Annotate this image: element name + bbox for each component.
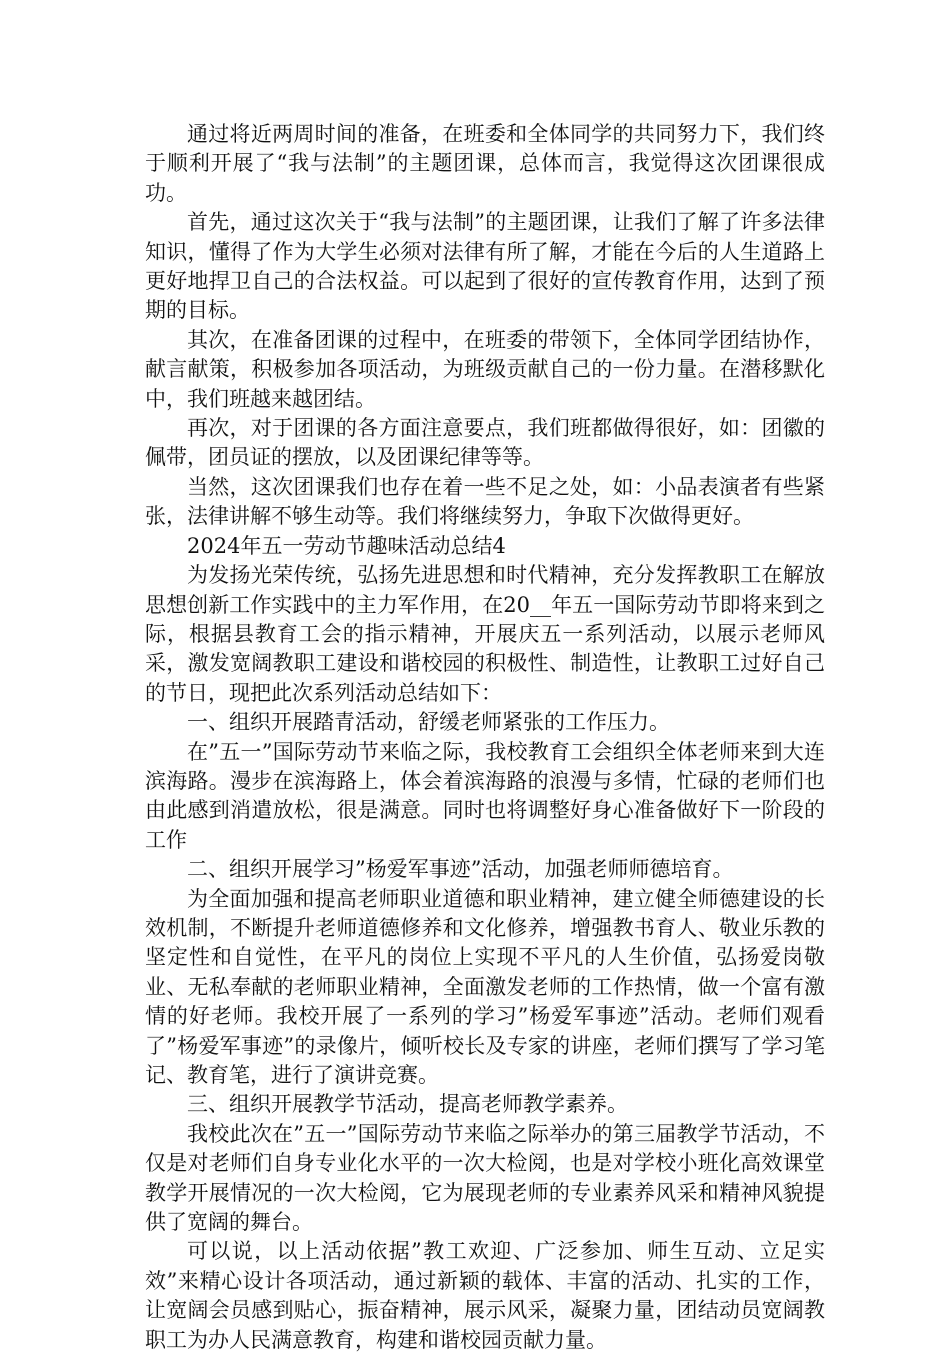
document-page: [145, 120, 825, 1355]
paragraph: 可以说，以上活动依据”教工欢迎、广泛参加、师生互动、立足实效”来精心设计各项活动，通过新颖的载体、丰富的活动、扎实的工作，让宽阔会员感到贴心，振奋精神，展示风采，凝聚力量，团结动员宽阔教职工为办人民满意教育，构建和谐校园贡献力量。: [145, 1239, 825, 1352]
paragraph: 通过将近两周时间的准备，在班委和全体同学的共同努力下，我们终于顺利开展了“我与法制”的主题团课，总体而言，我觉得这次团课很成功。: [145, 122, 825, 205]
paragraph: 在”五一”国际劳动节来临之际，我校教育工会组织全体老师来到大连滨海路。漫步在滨海路上，体会着滨海路的浪漫与多情，忙碌的老师们也由此感到消遣放松，很是满意。同时也将调整好身心准备做好下一阶段的工作: [145, 739, 825, 852]
paragraph: 当然，这次团课我们也存在着一些不足之处，如：小品表演者有些紧张，法律讲解不够生动等。我们将继续努力，争取下次做得更好。: [145, 474, 825, 529]
paragraph: 首先，通过这次关于“我与法制”的主题团课，让我们了解了许多法律知识，懂得了作为大学生必须对法律有所了解，才能在今后的人生道路上更好地捍卫自己的合法权益。可以起到了很好的宣传教育作用，达到了预期的目标。: [145, 210, 825, 323]
paragraph: 再次，对于团课的各方面注意要点，我们班都做得很好，如：团徽的佩带，团员证的摆放，以及团课纪律等等。: [145, 416, 825, 470]
subheading: 三、组织开展教学节活动，提高老师教学素养。: [187, 1092, 628, 1117]
subheading: 二、组织开展学习”杨爱军事迹”活动，加强老师师德培育。: [187, 857, 734, 882]
subheading: 一、组织开展踏青活动，舒缓老师紧张的工作压力。: [187, 710, 670, 735]
paragraph: 为全面加强和提高老师职业道德和职业精神，建立健全师德建设的长效机制，不断提升老师道德修养和文化修养，增强教书育人、敬业乐教的坚定性和自觉性，在平凡的岗位上实现不平凡的人生价值，弘扬爱岗敬业、无私奉献的老师职业精神，全面激发老师的工作热情，做一个富有激情的好老师。我校开展了一系列的学习”杨爱军事迹”活动。老师们观看了”杨爱军事迹”的录像片，倾听校长及专家的讲座，老师们撰写了学习笔记、教育笔，进行了演讲竞赛。: [145, 886, 825, 1087]
section-heading: 2024年五一劳动节趣味活动总结4: [187, 533, 506, 558]
paragraph: 我校此次在”五一”国际劳动节来临之际举办的第三届教学节活动，不仅是对老师们自身专业化水平的一次大检阅，也是对学校小班化高效课堂教学开展情况的一次大检阅，它为展现老师的专业素养风采和精神风貌提供了宽阔的舞台。: [145, 1121, 825, 1235]
paragraph: 为发扬光荣传统，弘扬先进思想和时代精神，充分发挥教职工在解放思想创新工作实践中的主力军作用，在20__年五一国际劳动节即将来到之际，根据县教育工会的指示精神，开展庆五一系列活动，以展示老师风采，激发宽阔教职工建设和谐校园的积极性、制造性，让教职工过好自己的节日，现把此次系列活动总结如下：: [145, 563, 825, 705]
paragraph: 其次，在准备团课的过程中，在班委的带领下，全体同学团结协作，献言献策，积极参加各项活动，为班级贡献自己的一份力量。在潜移默化中，我们班越来越团结。: [145, 327, 825, 411]
